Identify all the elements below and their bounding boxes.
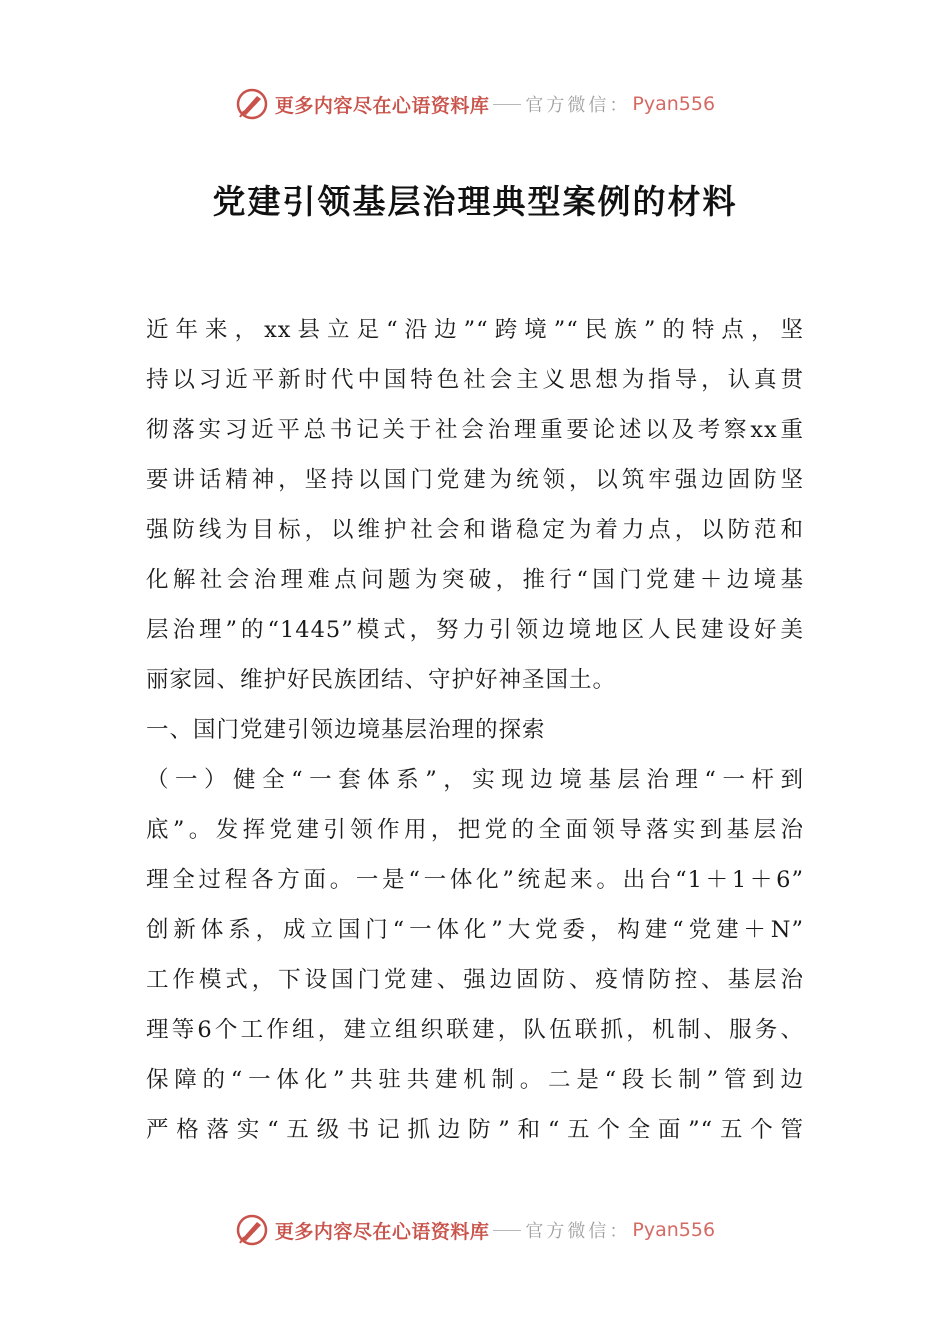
watermark-dash [493, 1230, 521, 1231]
paragraph-line: 化解社会治理难点问题为突破，推行“国门党建＋边境基 [146, 567, 804, 593]
watermark-sub-text: 官方微信： [525, 1221, 631, 1242]
paragraph-line: 严格落实“五级书记抓边防”和“五个全面”“五个管 [146, 1117, 804, 1143]
section-heading: 一、国门党建引领边境基层治理的探索 [146, 717, 546, 743]
paragraph-line: 理等6个工作组，建立组织联建，队伍联抓，机制、服务、 [146, 1017, 804, 1043]
watermark-wechat-id: Pyan556 [632, 93, 716, 115]
paragraph-line: 近年来，xx县立足“沿边”“跨境”“民族”的特点，坚 [146, 317, 804, 343]
watermark-banner-bottom [0, 1210, 950, 1250]
paragraph-line: 层治理”的“1445”模式，努力引领边境地区人民建设好美 [146, 617, 804, 643]
watermark-main-text: 更多内容尽在心语资料库 [274, 94, 490, 117]
pen-logo-icon [235, 87, 269, 121]
paragraph-line: 持以习近平新时代中国特色社会主义思想为指导，认真贯 [146, 367, 804, 393]
paragraph-line: 丽家园、维护好民族团结、守护好神圣国土。 [146, 667, 617, 693]
watermark-wechat-id: Pyan556 [632, 1219, 716, 1241]
watermark-main-text: 更多内容尽在心语资料库 [274, 1220, 490, 1243]
paragraph-line: （一）健全“一套体系”，实现边境基层治理“一杆到 [146, 767, 804, 793]
pen-logo-icon [235, 1213, 269, 1247]
paragraph-line: 底”。发挥党建引领作用，把党的全面领导落实到基层治 [146, 817, 804, 843]
watermark-banner-top [0, 84, 950, 124]
paragraph-line: 理全过程各方面。一是“一体化”统起来。出台“1＋1＋6” [146, 867, 804, 893]
paragraph-line: 强防线为目标，以维护社会和谐稳定为着力点，以防范和 [146, 517, 804, 543]
paragraph-line: 保障的“一体化”共驻共建机制。二是“段长制”管到边 [146, 1067, 804, 1093]
watermark-sub-text: 官方微信： [525, 95, 631, 116]
paragraph-line: 彻落实习近平总书记关于社会治理重要论述以及考察xx重 [146, 417, 804, 443]
paragraph-line: 工作模式，下设国门党建、强边固防、疫情防控、基层治 [146, 967, 804, 993]
document-title: 党建引领基层治理典型案例的材料 [212, 182, 738, 221]
paragraph-line: 创新体系，成立国门“一体化”大党委，构建“党建＋N” [146, 917, 804, 943]
paragraph-line: 要讲话精神，坚持以国门党建为统领，以筑牢强边固防坚 [146, 467, 804, 493]
watermark-dash [493, 104, 521, 105]
